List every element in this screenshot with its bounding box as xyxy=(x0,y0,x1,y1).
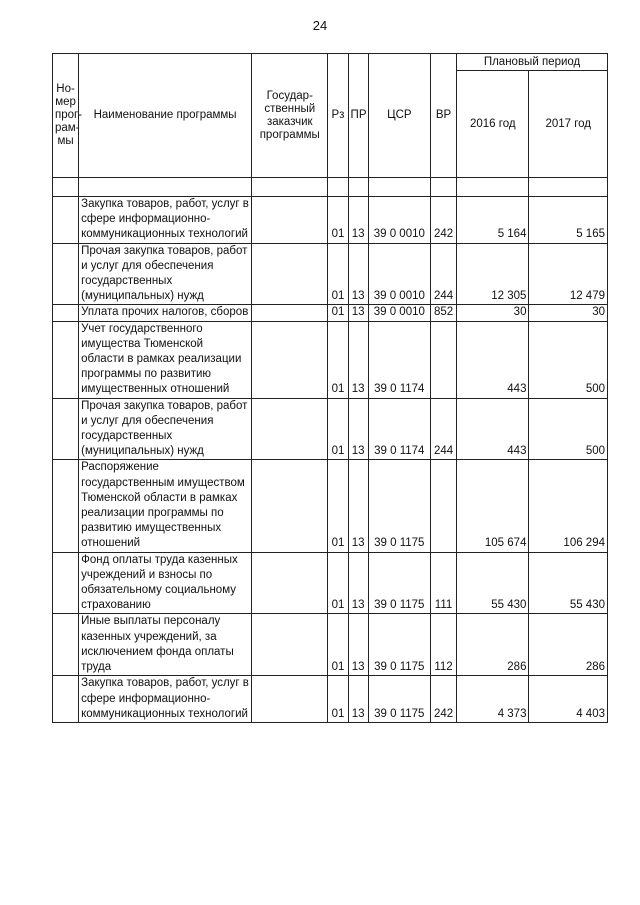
cell-csr: 39 0 1175 xyxy=(368,614,430,676)
cell-state-customer xyxy=(252,398,328,460)
header-planned-period xyxy=(457,54,608,71)
table-row xyxy=(53,676,608,723)
cell-rz: 01 xyxy=(328,552,348,614)
header-csr xyxy=(368,54,430,178)
spacer-cell xyxy=(53,178,79,197)
table-row xyxy=(53,398,608,460)
cell-vr: 242 xyxy=(430,676,456,723)
budget-table xyxy=(52,53,608,723)
cell-amount-2017: 4 403 xyxy=(529,676,608,723)
cell-pr: 13 xyxy=(348,197,368,244)
cell-amount-2017: 106 294 xyxy=(529,460,608,552)
header-pr-label: ПР xyxy=(350,109,367,121)
table-row xyxy=(53,460,608,552)
cell-state-customer xyxy=(252,321,328,398)
cell-csr: 39 0 1175 xyxy=(368,460,430,552)
cell-program-number xyxy=(53,321,79,398)
spacer-cell xyxy=(457,178,529,197)
cell-pr: 13 xyxy=(348,305,368,321)
cell-csr: 39 0 1174 xyxy=(368,321,430,398)
table-row xyxy=(53,321,608,398)
cell-vr: 852 xyxy=(430,305,456,321)
cell-program-number xyxy=(53,197,79,244)
cell-rz: 01 xyxy=(328,398,348,460)
cell-amount-2017: 12 479 xyxy=(529,243,608,305)
cell-csr: 39 0 1175 xyxy=(368,676,430,723)
cell-pr: 13 xyxy=(348,552,368,614)
cell-rz: 01 xyxy=(328,305,348,321)
cell-vr: 112 xyxy=(430,614,456,676)
cell-amount-2016: 12 305 xyxy=(457,243,529,305)
cell-vr: 111 xyxy=(430,552,456,614)
header-year-2016 xyxy=(457,71,529,178)
cell-program-name: Уплата прочих налогов, сборов xyxy=(79,305,252,321)
cell-pr: 13 xyxy=(348,614,368,676)
cell-pr: 13 xyxy=(348,243,368,305)
cell-rz: 01 xyxy=(328,676,348,723)
header-vr xyxy=(430,54,456,178)
cell-program-number xyxy=(53,305,79,321)
cell-vr xyxy=(430,321,456,398)
cell-state-customer xyxy=(252,676,328,723)
header-program-name-label: Наименование программы xyxy=(93,109,237,121)
cell-amount-2016: 5 164 xyxy=(457,197,529,244)
cell-pr: 13 xyxy=(348,321,368,398)
cell-program-number xyxy=(53,460,79,552)
table-header xyxy=(53,54,608,197)
cell-amount-2017: 5 165 xyxy=(529,197,608,244)
cell-program-name: Прочая закупка товаров, работ и услуг для обеспечения государственных (муниципальных) нужд xyxy=(79,243,252,305)
cell-state-customer xyxy=(252,305,328,321)
cell-rz: 01 xyxy=(328,243,348,305)
cell-program-name: Закупка товаров, работ, услуг в сфере информационно-коммуникационных технологий xyxy=(79,676,252,723)
cell-amount-2017: 30 xyxy=(529,305,608,321)
spacer-cell xyxy=(348,178,368,197)
cell-state-customer xyxy=(252,552,328,614)
cell-program-name: Прочая закупка товаров, работ и услуг для обеспечения государственных (муниципальных) нужд xyxy=(79,398,252,460)
cell-program-name: Иные выплаты персоналу казенных учреждений, за исключением фонда оплаты труда xyxy=(79,614,252,676)
header-rz xyxy=(328,54,348,178)
cell-vr: 244 xyxy=(430,398,456,460)
cell-program-number xyxy=(53,614,79,676)
cell-amount-2016: 443 xyxy=(457,321,529,398)
cell-csr: 39 0 1175 xyxy=(368,552,430,614)
table-body xyxy=(53,197,608,723)
header-pr xyxy=(348,54,368,178)
cell-rz: 01 xyxy=(328,460,348,552)
spacer-cell xyxy=(368,178,430,197)
cell-program-name: Закупка товаров, работ, услуг в сфере информационно-коммуникационных технологий xyxy=(79,197,252,244)
spacer-cell xyxy=(430,178,456,197)
cell-rz: 01 xyxy=(328,321,348,398)
cell-amount-2016: 286 xyxy=(457,614,529,676)
cell-amount-2016: 30 xyxy=(457,305,529,321)
header-program-number xyxy=(53,54,83,178)
table-row xyxy=(53,243,608,305)
header-year-2016-label: 2016 год xyxy=(469,117,516,130)
page-number: 24 xyxy=(312,18,328,33)
cell-rz: 01 xyxy=(328,197,348,244)
spacer-cell xyxy=(79,178,252,197)
cell-amount-2017: 286 xyxy=(529,614,608,676)
cell-program-number xyxy=(53,552,79,614)
cell-vr xyxy=(430,460,456,552)
cell-amount-2016: 105 674 xyxy=(457,460,529,552)
header-program-name xyxy=(79,54,252,178)
cell-amount-2016: 443 xyxy=(457,398,529,460)
cell-pr: 13 xyxy=(348,460,368,552)
cell-program-name: Фонд оплаты труда казенных учреждений и взносы по обязательному социальному страхованию xyxy=(79,552,252,614)
cell-csr: 39 0 0010 xyxy=(368,305,430,321)
cell-csr: 39 0 0010 xyxy=(368,243,430,305)
cell-state-customer xyxy=(252,614,328,676)
cell-vr: 242 xyxy=(430,197,456,244)
table-row xyxy=(53,197,608,244)
header-year-2017-label: 2017 год xyxy=(545,117,592,130)
header-csr-label: ЦСР xyxy=(387,109,412,121)
table-row xyxy=(53,552,608,614)
cell-pr: 13 xyxy=(348,676,368,723)
cell-program-number xyxy=(53,676,79,723)
header-planned-period-label: Плановый период xyxy=(483,55,581,68)
cell-program-number xyxy=(53,398,79,460)
table-row xyxy=(53,305,608,321)
cell-program-name: Учет государственного имущества Тюменской области в рамках реализации программы по развитию имущественных отношений xyxy=(79,321,252,398)
cell-state-customer xyxy=(252,197,328,244)
cell-amount-2016: 55 430 xyxy=(457,552,529,614)
cell-amount-2017: 500 xyxy=(529,398,608,460)
cell-amount-2017: 55 430 xyxy=(529,552,608,614)
spacer-cell xyxy=(328,178,348,197)
spacer-cell xyxy=(252,178,328,197)
table-row xyxy=(53,614,608,676)
header-program-number-label: Но- мер прог- рам- мы xyxy=(55,83,83,147)
cell-rz: 01 xyxy=(328,614,348,676)
cell-state-customer xyxy=(252,243,328,305)
cell-state-customer xyxy=(252,460,328,552)
cell-amount-2017: 500 xyxy=(529,321,608,398)
header-state-customer-label: Государ- ственный заказчик программы xyxy=(259,89,320,141)
header-spacer-row xyxy=(53,178,608,197)
header-state-customer xyxy=(252,54,328,178)
header-vr-label: ВР xyxy=(435,109,452,121)
header-year-2017 xyxy=(529,71,608,178)
cell-pr: 13 xyxy=(348,398,368,460)
cell-csr: 39 0 1174 xyxy=(368,398,430,460)
cell-vr: 244 xyxy=(430,243,456,305)
header-rz-label: Рз xyxy=(331,109,345,121)
cell-csr: 39 0 0010 xyxy=(368,197,430,244)
cell-program-name: Распоряжение государственным имуществом Тюменской области в рамках реализации программы по развитию имущественных отношений xyxy=(79,460,252,552)
cell-program-number xyxy=(53,243,79,305)
spacer-cell xyxy=(529,178,608,197)
cell-amount-2016: 4 373 xyxy=(457,676,529,723)
